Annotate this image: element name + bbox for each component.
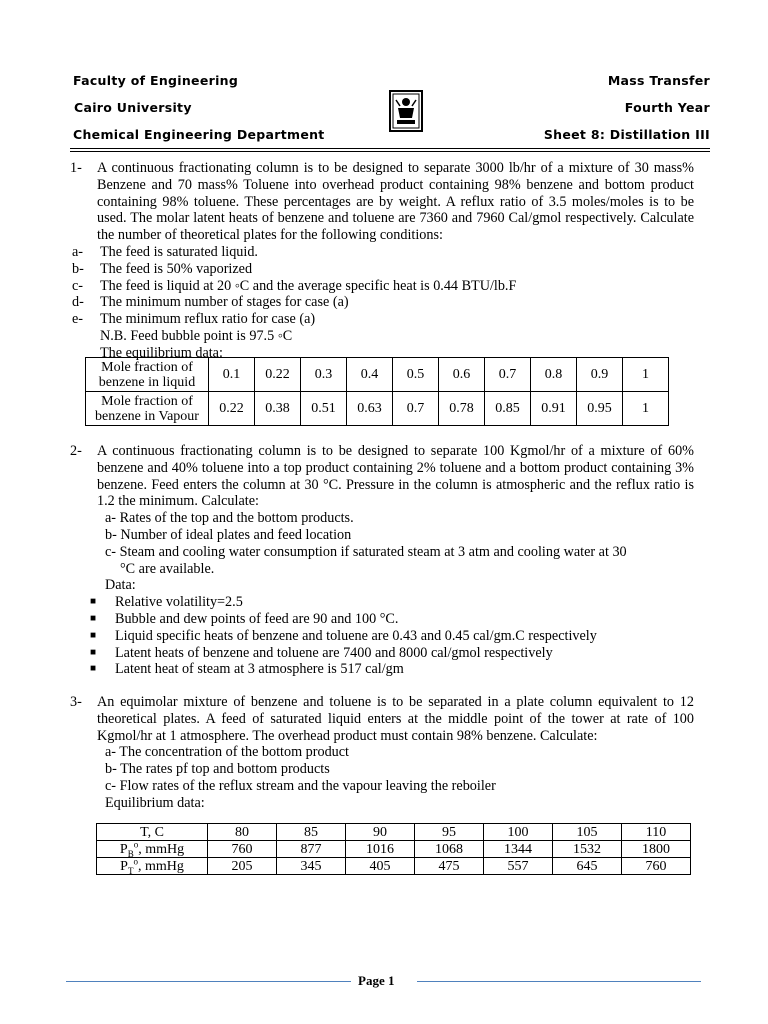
equilibrium-table-2 — [96, 823, 691, 875]
equilibrium-label: Equilibrium data: — [105, 794, 205, 811]
row-header: $P_T^o$, mmHg — [97, 858, 208, 875]
footer-line-left — [66, 981, 351, 982]
department-heading: Chemical Engineering Department — [73, 127, 325, 142]
row-header: $P_B^o$, mmHg — [97, 841, 208, 858]
list-item: d- The minimum number of stages for case (a) — [72, 294, 349, 311]
footer-line-right — [417, 981, 701, 982]
table-cell: 0.63 — [347, 392, 393, 426]
table-cell: 1068 — [415, 841, 484, 858]
table-cell: 1016 — [346, 841, 415, 858]
table-cell: 0.22 — [255, 358, 301, 392]
table-cell: 95 — [415, 824, 484, 841]
table-row — [86, 392, 669, 426]
table-cell: 110 — [622, 824, 691, 841]
list-item: c- Flow rates of the reflux stream and the vapour leaving the reboiler — [105, 777, 496, 794]
table-cell: 1532 — [553, 841, 622, 858]
table-cell: 645 — [553, 858, 622, 875]
feed-note: N.B. Feed bubble point is 97.5 ◦C — [100, 327, 293, 344]
question-number: 2- — [70, 443, 82, 459]
table-cell: 85 — [277, 824, 346, 841]
table-cell: 0.51 — [301, 392, 347, 426]
list-item: a- The concentration of the bottom product — [105, 744, 349, 761]
table-cell: 0.1 — [209, 358, 255, 392]
table-cell: 0.8 — [531, 358, 577, 392]
list-item: ■ Relative volatility=2.5 — [90, 594, 243, 611]
question-1 — [70, 160, 694, 362]
header-rule-bottom — [70, 151, 710, 152]
list-item: a- The feed is saturated liquid. — [72, 243, 258, 260]
table-row — [86, 358, 669, 392]
list-item: c- Steam and cooling water consumption if saturated steam at 3 atm and cooling water at 30 — [105, 543, 627, 560]
table-row — [97, 858, 691, 875]
table-cell: 105 — [553, 824, 622, 841]
row-header: Mole fraction of benzene in Vapour — [86, 392, 209, 426]
list-item-continuation: °C are available. — [120, 560, 215, 577]
table-cell: 0.3 — [301, 358, 347, 392]
table-cell: 205 — [208, 858, 277, 875]
table-cell: 877 — [277, 841, 346, 858]
question-number: 1- — [70, 160, 82, 176]
table-cell: 760 — [622, 858, 691, 875]
row-header: Mole fraction of benzene in liquid — [86, 358, 209, 392]
list-item: c- The feed is liquid at 20 ◦C and the average specific heat is 0.44 BTU/lb.F — [72, 277, 517, 294]
table-cell: 345 — [277, 858, 346, 875]
table-cell: 405 — [346, 858, 415, 875]
list-item: ■ Liquid specific heats of benzene and toluene are 0.43 and 0.45 cal/gm.C respectively — [90, 627, 597, 644]
list-item: ■ Latent heats of benzene and toluene are 7400 and 8000 cal/gmol respectively — [90, 644, 553, 661]
table-row — [97, 841, 691, 858]
table-cell: 0.78 — [439, 392, 485, 426]
question-text: An equimolar mixture of benzene and toluene is to be separated in a plate column equivalent to 12 theoretical plates. A feed of saturated liquid enters at the middle point of the tower at rate of 100 Kgmol/hr at 1 atmosphere. The overhead product must contain 98% benzene. Calculate: — [97, 694, 694, 744]
table-cell: 0.91 — [531, 392, 577, 426]
page-number: Page 1 — [358, 973, 395, 988]
list-item: b- The rates pf top and bottom products — [105, 761, 330, 778]
list-item: b- Number of ideal plates and feed location — [105, 526, 352, 543]
table-cell: 0.85 — [485, 392, 531, 426]
question-2 — [70, 443, 694, 678]
year-heading: Fourth Year — [624, 100, 710, 115]
row-header: T, C — [97, 824, 208, 841]
table-cell: 0.38 — [255, 392, 301, 426]
question-number: 3- — [70, 694, 82, 710]
table-cell: 760 — [208, 841, 277, 858]
data-label: Data: — [105, 577, 136, 594]
table-cell: 0.95 — [577, 392, 623, 426]
table-cell: 0.7 — [485, 358, 531, 392]
table-cell: 0.5 — [393, 358, 439, 392]
list-item: ■ Bubble and dew points of feed are 90 and 100 °C. — [90, 610, 399, 627]
equilibrium-table-1 — [85, 357, 669, 426]
course-heading: Mass Transfer — [607, 73, 710, 88]
table-cell: 90 — [346, 824, 415, 841]
table-cell: 1800 — [622, 841, 691, 858]
faculty-heading: Faculty of Engineering — [73, 73, 239, 88]
table-cell: 100 — [484, 824, 553, 841]
list-item: a- Rates of the top and the bottom products. — [105, 510, 354, 527]
table-cell: 0.4 — [347, 358, 393, 392]
question-text: A continuous fractionating column is to be designed to separate 100 Kgmol/hr of a mixture of 60% benzene and 40% toluene into a top product containing 2% toluene and a bottom product containing 3% benzene. Feed enters the column at 30 °C. Pressure in the column is atmospheric and the reflux ratio is 1.2 the minimum. Calculate: — [97, 443, 694, 510]
question-text: A continuous fractionating column is to be designed to separate 3000 lb/hr of a mixture of 30 mass% Benzene and 70 mass% Toluene into overhead product containing 98% benzene and bottom product containing 98% toluene. These percentages are by weight. A reflux ratio of 3.5 moles/moles is to be used. The molar latent heats of benzene and toluene are 7360 and 7960 Cal/gmol respectively. Calculate the number of theoretical plates for the following conditions: — [97, 160, 694, 244]
sheet-heading: Sheet 8: Distillation III — [543, 127, 710, 142]
university-heading: Cairo University — [74, 100, 192, 115]
table-cell: 0.9 — [577, 358, 623, 392]
header-rule-top — [70, 148, 710, 149]
table-cell: 1 — [623, 392, 669, 426]
table-cell: 80 — [208, 824, 277, 841]
table-cell: 0.7 — [393, 392, 439, 426]
table-cell: 0.6 — [439, 358, 485, 392]
list-item: ■ Latent heat of steam at 3 atmosphere is 517 cal/gm — [90, 661, 404, 678]
list-item: b- The feed is 50% vaporized — [72, 260, 253, 277]
table-row — [97, 824, 691, 841]
table-cell: 475 — [415, 858, 484, 875]
table-cell: 0.22 — [209, 392, 255, 426]
table-cell: 557 — [484, 858, 553, 875]
university-logo-icon — [388, 88, 424, 134]
equilibrium-label: The equilibrium data: — [100, 344, 223, 361]
table-cell: 1344 — [484, 841, 553, 858]
table-cell: 1 — [623, 358, 669, 392]
list-item: e- The minimum reflux ratio for case (a) — [72, 311, 316, 328]
question-3 — [70, 694, 694, 812]
